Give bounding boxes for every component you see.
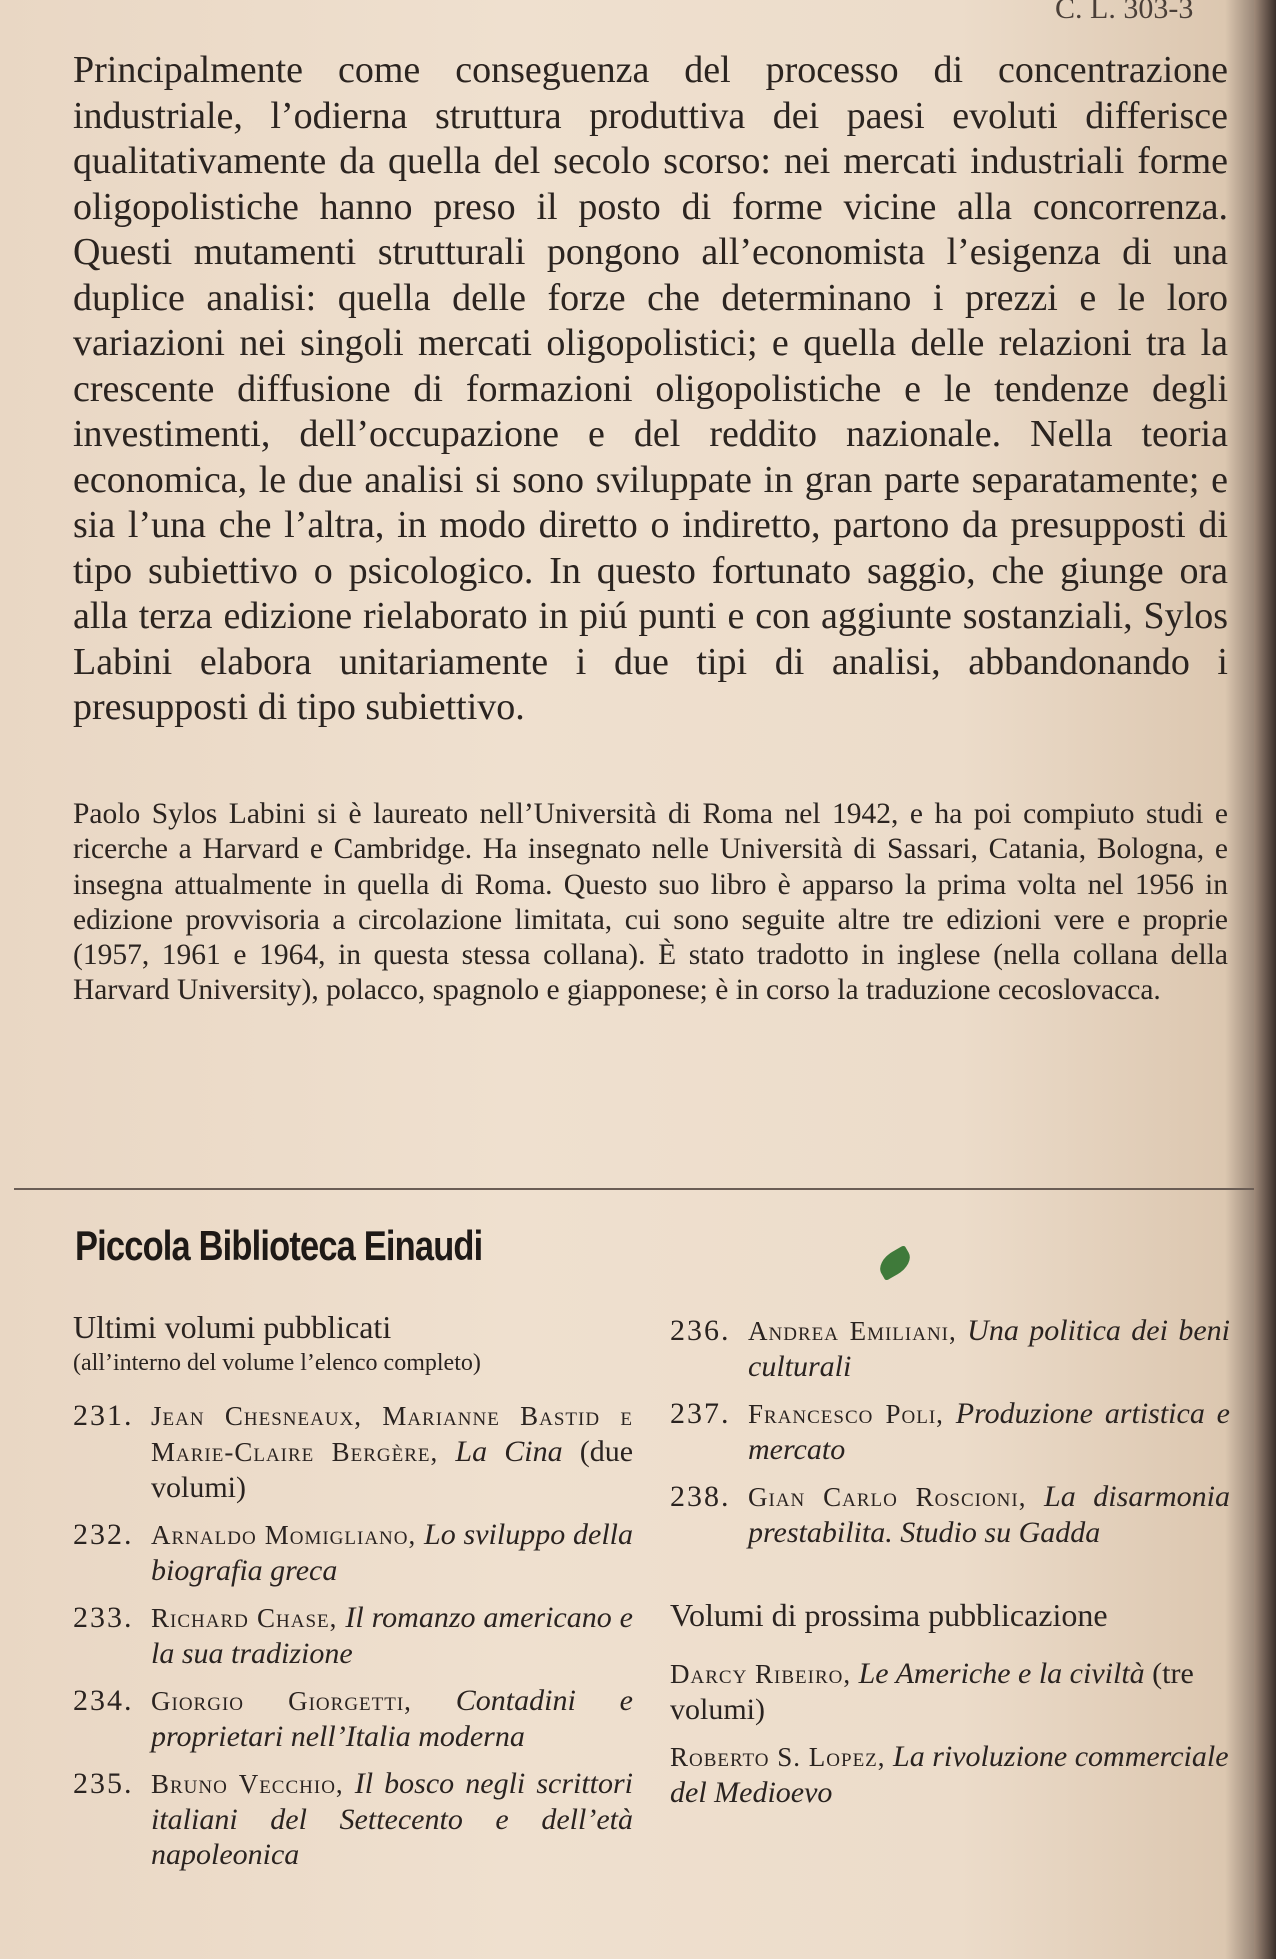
volume-title: La disarmonia prestabilita. Studio su Gadda xyxy=(748,1480,1230,1549)
volume-entry xyxy=(73,1683,633,1754)
forthcoming-title: La rivoluzione commerciale del Medioevo xyxy=(670,1740,1229,1809)
forthcoming-entry xyxy=(670,1656,1230,1727)
recent-volumes-column-right xyxy=(670,1313,1230,1822)
volume-number: 231. xyxy=(73,1399,134,1432)
volume-number: 233. xyxy=(73,1601,134,1634)
volume-title: Produzione artistica e mercato xyxy=(748,1397,1231,1466)
volume-author: Bruno Vecchio, xyxy=(151,1769,344,1799)
volume-title: Lo sviluppo della biografia greca xyxy=(151,1518,633,1587)
forthcoming-author: Roberto S. Lopez, xyxy=(670,1742,886,1772)
volume-number: 234. xyxy=(73,1684,134,1717)
volume-author: Arnaldo Momigliano, xyxy=(151,1520,417,1550)
forthcoming-entry xyxy=(670,1739,1230,1810)
volume-author: Jean Chesneaux, Marianne Bastid e Marie-Claire Bergère, xyxy=(151,1401,633,1467)
volume-title: La Cina xyxy=(455,1435,563,1468)
volume-entry xyxy=(670,1479,1230,1550)
volume-entry xyxy=(670,1313,1230,1384)
volume-entry xyxy=(73,1600,633,1671)
volume-author: Francesco Poli, xyxy=(748,1399,944,1429)
volume-author: Andrea Emiliani, xyxy=(748,1316,957,1346)
volume-extra: (due volumi) xyxy=(151,1435,634,1504)
author-biography: Paolo Sylos Labini si è laureato nell’Università di Roma nel 1942, e ha poi compiuto studi e ricerche a Harvard e Cambridge. Ha insegnato nelle Università di Sassari, Catania, Bologna, e insegna attualmente in quella di Roma. Questo suo libro è apparso la prima volta nel 1956 in edizione provvisoria a circolazione limitata, cui sono seguite altre tre edizioni vere e proprie (1957, 1961 e 1964, in questa stessa collana). È stato tradotto in inglese (nella collana della Harvard University), polacco, spagnolo e giapponese; è in corso la traduzione cecoslovacca. xyxy=(73,798,1228,1007)
volume-number: 235. xyxy=(73,1767,134,1800)
volume-author: Giorgio Giorgetti, xyxy=(151,1686,412,1716)
volume-author: Gian Carlo Roscioni, xyxy=(748,1482,1027,1512)
forthcoming-title: Le Americhe e la civiltà xyxy=(858,1657,1145,1690)
series-title: Piccola Biblioteca Einaudi xyxy=(75,1222,483,1269)
volume-title: Il romanzo americano e la sua tradizione xyxy=(151,1601,633,1670)
catalog-code: C. L. 303-3 xyxy=(1055,0,1194,25)
book-description: Principalmente come conseguenza del processo di concentrazione industriale, l’odierna struttura produttiva dei paesi evoluti differisce qualitativamente da quella del secolo scorso: nei mercati industriali forme oligopolistiche hanno preso il posto di forme vicine alla concorrenza. Questi mutamenti strutturali pongono all’economista l’esigenza di una duplice analisi: quella delle forze che determinano i prezzi e le loro variazioni nei singoli mercati oligopolistici; e quella delle relazioni tra la crescente diffusione di formazioni oligopolistiche e le tendenze degli investimenti, dell’occupazione e del reddito nazionale. Nella teoria economica, le due analisi si sono sviluppate in gran parte separatamente; e sia l’una che l’altra, in modo diretto o indiretto, partono da presupposti di tipo subiettivo o psicologico. In questo fortunato saggio, che giunge ora alla terza edizione rielaborato in piú punti e con aggiunte sostanziali, Sylos Labini elabora unitariamente i due tipi di analisi, abbandonando i presupposti di tipo subiettivo. xyxy=(73,49,1228,728)
volume-number: 238. xyxy=(670,1480,731,1513)
cover-spine-edge xyxy=(1254,0,1276,1959)
volume-title: Una politica dei beni culturali xyxy=(748,1314,1231,1383)
volume-entry xyxy=(73,1398,633,1505)
recent-volumes-note: (all’interno del volume l’elenco completo) xyxy=(73,1350,481,1376)
forthcoming-extra: (tre volumi) xyxy=(670,1657,1194,1726)
recent-volumes-heading: Ultimi volumi pubblicati xyxy=(73,1309,392,1345)
recent-volumes-column-left xyxy=(73,1308,633,1884)
volume-title: Il bosco negli scrittori italiani del Settecento e dell’età napoleonica xyxy=(151,1767,634,1871)
volume-entry xyxy=(73,1517,633,1588)
forthcoming-author: Darcy Ribeiro, xyxy=(670,1659,852,1689)
volume-title: Contadini e proprietari nell’Italia moderna xyxy=(151,1684,633,1753)
volume-entry xyxy=(670,1396,1230,1467)
volume-entry xyxy=(73,1766,633,1872)
forthcoming-heading: Volumi di prossima pubblicazione xyxy=(670,1597,1108,1633)
section-divider xyxy=(14,1188,1254,1190)
volume-number: 237. xyxy=(670,1397,731,1430)
volume-number: 232. xyxy=(73,1518,134,1551)
volume-author: Richard Chase, xyxy=(151,1603,338,1633)
volume-number: 236. xyxy=(670,1314,731,1347)
leaf-mark-icon xyxy=(875,1245,915,1281)
